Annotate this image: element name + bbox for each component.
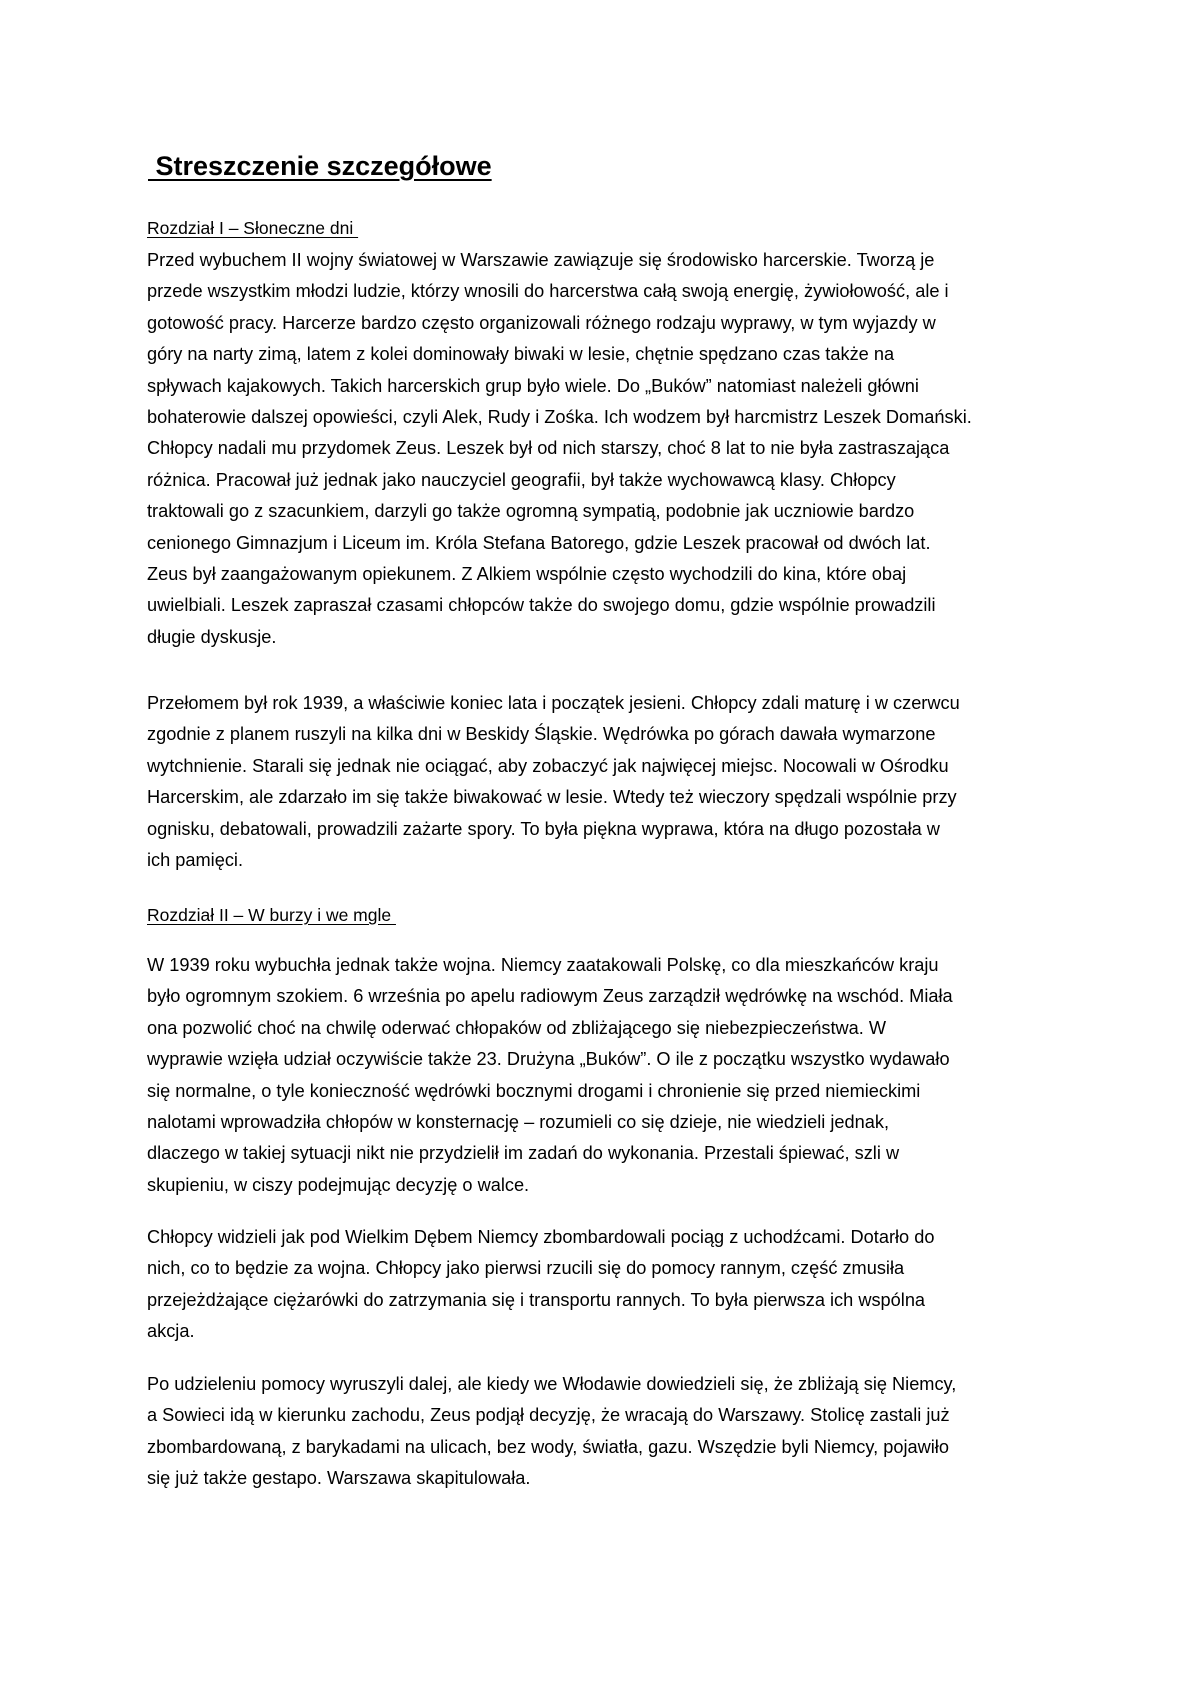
text-line: zbombardowaną, z barykadami na ulicach, bez wody, światła, gazu. Wszędzie byli Niemcy, pojawiło (147, 1436, 949, 1457)
text-line: Zeus był zaangażowanym opiekunem. Z Alkiem wspólnie często wychodzili do kina, które obaj (147, 564, 907, 585)
text-line: różnica. Pracował już jednak jako nauczyciel geografii, był także wychowawcą klasy. Chłopcy (147, 469, 896, 490)
chapter-heading-1: Rozdział I – Słoneczne dni (147, 218, 359, 238)
chapter-heading-2: Rozdział II – W burzy i we mgle (147, 905, 396, 925)
text-line: cenionego Gimnazjum i Liceum im. Króla Stefana Batorego, gdzie Leszek pracował od dwóch lat. (147, 532, 931, 553)
document-title: Streszczenie szczegółowe (148, 151, 492, 181)
text-line: nalotami wprowadziła chłopów w konsternację – rozumieli co się dzieje, nie wiedzieli jednak, (147, 1112, 890, 1133)
text-line: ich pamięci. (147, 850, 244, 871)
chapter-1-paragraph-2 (147, 688, 1072, 876)
text-line: przejeżdżające ciężarówki do zatrzymania się i transportu rannych. To była pierwsza ich wspólna (147, 1289, 926, 1310)
text-line: a Sowieci idą w kierunku zachodu, Zeus podjął decyzję, że wracają do Warszawy. Stolicę zastali już (147, 1405, 950, 1426)
text-line: góry na narty zimą, latem z kolei dominowały biwaki w lesie, chętnie spędzano czas także na (147, 344, 895, 365)
text-line: bohaterowie dalszej opowieści, czyli Alek, Rudy i Zośka. Ich wodzem był harcmistrz Leszek Domański. (147, 407, 972, 428)
text-line: Harcerskim, ale zdarzało im się także biwakować w lesie. Wtedy też wieczory spędzali wspólnie przy (147, 787, 957, 808)
chapter-2-paragraph-1 (147, 950, 1072, 1201)
chapter-1-paragraph-1 (147, 245, 1072, 653)
text-line: było ogromnym szokiem. 6 września po apelu radiowym Zeus zarządził wędrówkę na wschód. Miała (147, 986, 953, 1007)
text-line: skupieniu, w ciszy podejmując decyzję o walce. (147, 1174, 530, 1195)
text-line: Przełomem był rok 1939, a właściwie koniec lata i początek jesieni. Chłopcy zdali maturę i w czerwcu (147, 693, 960, 713)
text-line: traktowali go z szacunkiem, darzyli go także ogromną sympatią, podobnie jak uczniowie bardzo (147, 501, 915, 522)
text-line: nich, co to będzie za wojna. Chłopcy jako pierwsi rzucili się do pomocy rannym, część zmusiła (147, 1258, 905, 1279)
text-line: się normalne, o tyle konieczność wędrówki bocznymi drogami i chronienie się przed niemieckimi (147, 1080, 921, 1101)
text-line: Po udzieleniu pomocy wyruszyli dalej, ale kiedy we Włodawie dowiedzieli się, że zbliżają się Niemcy, (147, 1374, 957, 1394)
text-line: Chłopcy nadali mu przydomek Zeus. Leszek był od nich starszy, choć 8 lat to nie była zastraszająca (147, 438, 950, 459)
text-line: wytchnienie. Starali się jednak nie ociągać, aby zobaczyć jak najwięcej miejsc. Nocowali w Ośrodku (147, 755, 949, 776)
text-line: się już także gestapo. Warszawa skapitulowała. (147, 1468, 531, 1489)
text-line: W 1939 roku wybuchła jednak także wojna. Niemcy zaatakowali Polskę, co dla mieszkańców kraju (147, 955, 939, 975)
chapter-2-paragraph-2 (147, 1222, 1072, 1348)
text-line: Przed wybuchem II wojny światowej w Warszawie zawiązuje się środowisko harcerskie. Tworzą je (147, 250, 935, 270)
text-line: długie dyskusje. (147, 626, 277, 647)
text-line: przede wszystkim młodzi ludzie, którzy wnosili do harcerstwa całą swoją energię, żywiołowość, ale i (147, 281, 949, 302)
text-line: zgodnie z planem ruszyli na kilka dni w Beskidy Śląskie. Wędrówka po górach dawała wymarzone (147, 724, 936, 745)
text-line: wyprawie wzięła udział oczywiście także 23. Drużyna „Buków”. O ile z początku wszystko wydawało (147, 1049, 950, 1070)
text-line: akcja. (147, 1321, 195, 1342)
text-line: spływach kajakowych. Takich harcerskich grup było wiele. Do „Buków” natomiast należeli główni (147, 375, 919, 396)
text-line: Chłopcy widzieli jak pod Wielkim Dębem Niemcy zbombardowali pociąg z uchodźcami. Dotarło do (147, 1227, 935, 1247)
chapter-2-paragraph-3 (147, 1369, 1072, 1495)
text-line: gotowość pracy. Harcerze bardzo często organizowali różnego rodzaju wyprawy, w tym wyjazdy w (147, 312, 936, 333)
text-line: dlaczego w takiej sytuacji nikt nie przydzielił im zadań do wykonania. Przestali śpiewać, szli w (147, 1143, 900, 1164)
text-line: ognisku, debatowali, prowadzili zażarte spory. To była piękna wyprawa, która na długo pozostała w (147, 818, 940, 839)
text-line: uwielbiali. Leszek zapraszał czasami chłopców także do swojego domu, gdzie wspólnie prowadzili (147, 595, 936, 616)
text-line: ona pozwolić choć na chwilę oderwać chłopaków od zbliżającego się niebezpieczeństwa. W (147, 1017, 887, 1038)
